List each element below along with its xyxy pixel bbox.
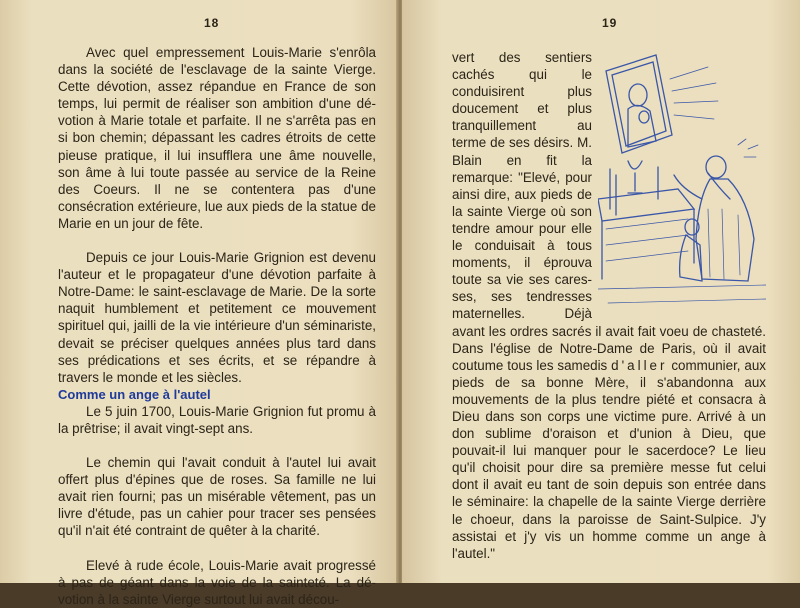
paragraph: Elevé à rude école, Louis-Marie avait progressé à pas de géant dans la voie de la sainteté. La dévotion à la sainte Vierge surtout lui avait décou- xyxy=(58,557,376,607)
paragraph: Le 5 juin 1700, Louis-Marie Grignion fut promu à la prêtrise; il avait vingt-sept ans. xyxy=(58,403,376,436)
text-run: communier, aux pieds de sa bonne Mère, il s'abandonna aux mouvements de la plus tendre piété et consacra à Dieu dans son corps une victime pure. Arrivé à un don sublime d'oraison et d'union à Dieu, que pouvait-il lui manquer pour le sacerdoce? Le lieu qu'il choisit pour dire sa première messe fut celui dont il avait eu tant de soin depuis son entrée dans le séminaire: la chapelle de la sainte Vierge derrière le choeur, dans la paroisse de Saint-Sulpice. J'y assistai et j'y vis un homme comme un ange à l'autel." xyxy=(452,357,766,561)
paragraph xyxy=(452,49,766,562)
page-number: 19 xyxy=(602,16,618,30)
left-page xyxy=(0,0,398,607)
right-page xyxy=(402,0,800,583)
paragraph: Avec quel empressement Louis-Marie s'enrôla dans la société de l'esclavage de la sainte Vierge. Cette dévotion, assez répandue en France de son temps, lui permit de réaliser son ambition d'une dévotion à Marie totale et parfaite. Il ne s'arrêta pas en si bon chemin; dépassant les cadres étroits de cette pieuse pratique, il lui insufflera une âme nouvelle, son âme à lui toute passée au service de la Reine des Coeurs. Il ne se contentera pas d'une consécration extérieure, lue aux pieds de la statue de Marie en un jour de fête. xyxy=(58,45,376,231)
spaced-word: d'aller xyxy=(611,357,668,373)
section-heading: Comme un ange à l'autel xyxy=(58,386,211,402)
left-page-text xyxy=(58,44,376,608)
paragraph: Le chemin qui l'avait conduit à l'autel lui avait offert plus d'épines que de roses. Sa famille ne lui avait rien fourni; pas un misérable vêtement, pas un livre d'étude, pas un cahier pour tracer ses pensées qu'il n'ait été contraint de quêter à la charité. xyxy=(58,455,376,539)
right-page-text xyxy=(452,49,766,562)
page-number: 18 xyxy=(204,16,220,30)
paragraph: Depuis ce jour Louis-Marie Grignion est devenu l'auteur et le propagateur d'une dévotion parfaite à Notre-Dame: le saint-esclavage de Marie. De la sorte naquit humblement et petitement ce mouvement spirituel qui, jailli de la vie intérieure d'un séminariste, devait se préciser quelques années plus tard dans ses prédications et ses écrits, et se répandre à travers le monde et les siècles. xyxy=(58,250,376,385)
priest-at-altar-illustration xyxy=(598,49,766,315)
text-run: vert des sentiers cachés qui le conduisirent plus doucement et plus tranquillement au terme de ses désirs. M. Blain en fit la remarque: "Elevé, pour ainsi dire, aux pieds de la sainte Vierge où son tendre amour pour elle le conduisait à tous moments, il éprouva toute sa vie ses caresses, ses tendresses maternelles. Déjà avant les ordres sacrés il avait fait voeu de chasteté. Dans l'église de Notre-Dame de Paris, où il avait coutume tous les samedis xyxy=(452,50,766,373)
